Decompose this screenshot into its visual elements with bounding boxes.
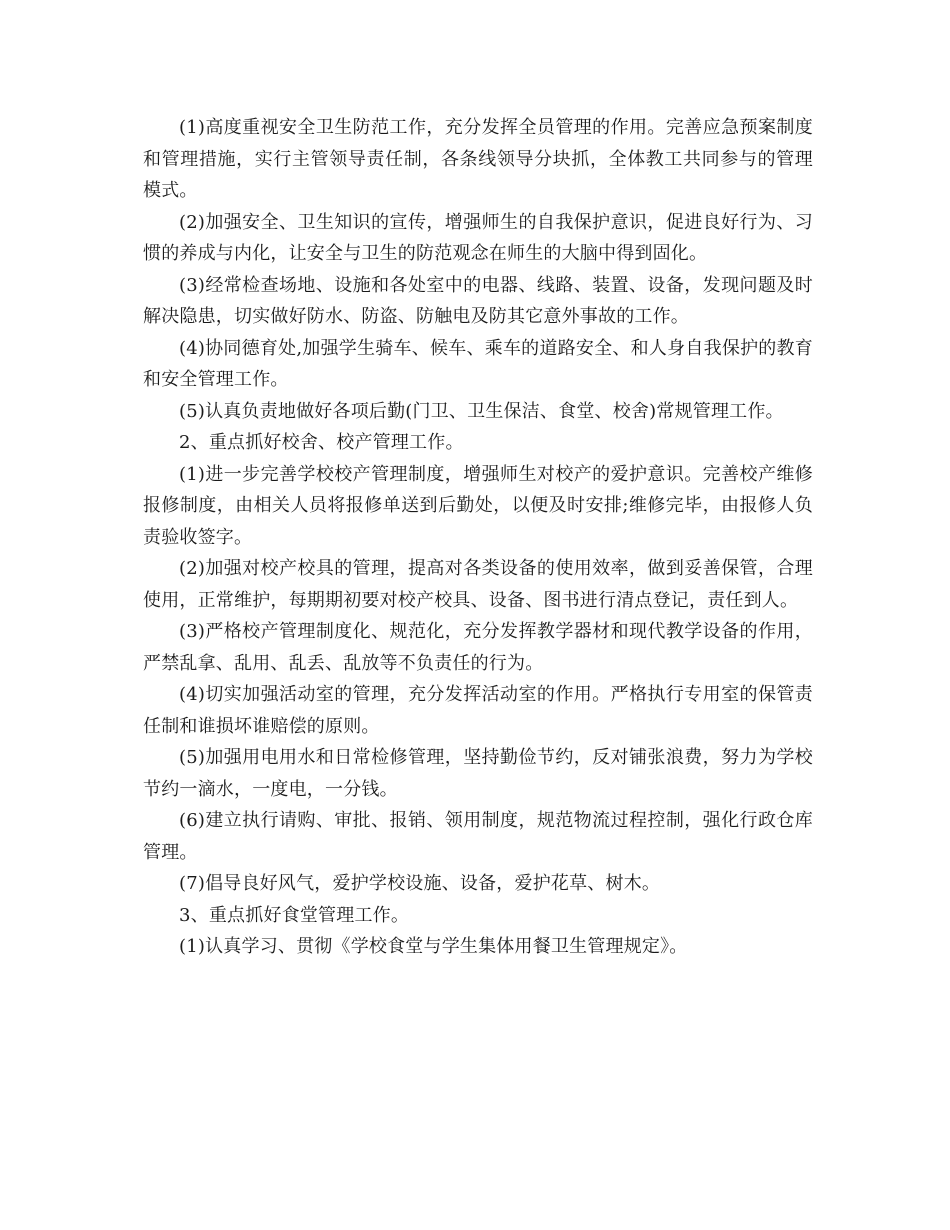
paragraph-safety-4: (4)协同德育处,加强学生骑车、候车、乘车的道路安全、和人身自我保护的教育和安全管理工作。 bbox=[143, 337, 813, 390]
paragraph-safety-3: (3)经常检查场地、设施和各处室中的电器、线路、装置、设备，发现问题及时解决隐患，切实做好防水、防盗、防触电及防其它意外事故的工作。 bbox=[143, 274, 813, 327]
paragraph-property-3: (3)严格校产管理制度化、规范化，充分发挥教学器材和现代教学设备的作用，严禁乱拿、乱用、乱丢、乱放等不负责任的行为。 bbox=[143, 621, 813, 674]
section-heading-2: 2、重点抓好校舍、校产管理工作。 bbox=[179, 432, 464, 453]
paragraph-safety-2: (2)加强安全、卫生知识的宣传，增强师生的自我保护意识，促进良好行为、习惯的养成与内化，让安全与卫生的防范观念在师生的大脑中得到固化。 bbox=[143, 211, 813, 264]
document-body bbox=[143, 112, 813, 963]
paragraph-safety-5: (5)认真负责地做好各项后勤(门卫、卫生保洁、食堂、校舍)常规管理工作。 bbox=[179, 400, 784, 422]
paragraph-property-1: (1)进一步完善学校校产管理制度，增强师生对校产的爱护意识。完善校产维修报修制度，由相关人员将报修单送到后勤处，以便及时安排;维修完毕，由报修人负责验收签字。 bbox=[143, 463, 813, 548]
paragraph-property-5: (5)加强用电用水和日常检修管理，坚持勤俭节约，反对铺张浪费，努力为学校节约一滴水，一度电，一分钱。 bbox=[143, 747, 813, 800]
paragraph-canteen-1: (1)认真学习、贯彻《学校食堂与学生集体用餐卫生管理规定》。 bbox=[179, 936, 688, 957]
paragraph-property-7: (7)倡导良好风气，爱护学校设施、设备，爱护花草、树木。 bbox=[179, 873, 661, 894]
paragraph-property-4: (4)切实加强活动室的管理，充分发挥活动室的作用。严格执行专用室的保管责任制和谁损坏谁赔偿的原则。 bbox=[143, 684, 813, 737]
paragraph-property-6: (6)建立执行请购、审批、报销、领用制度，规范物流过程控制，强化行政仓库管理。 bbox=[143, 810, 813, 863]
section-heading-3: 3、重点抓好食堂管理工作。 bbox=[179, 904, 410, 926]
paragraph-property-2: (2)加强对校产校具的管理，提高对各类设备的使用效率，做到妥善保管，合理使用，正常维护，每期期初要对校产校具、设备、图书进行清点登记，责任到人。 bbox=[143, 558, 813, 611]
paragraph-safety-1: (1)高度重视安全卫生防范工作，充分发挥全员管理的作用。完善应急预案制度和管理措施，实行主管领导责任制，各条线领导分块抓，全体教工共同参与的管理模式。 bbox=[143, 117, 813, 201]
